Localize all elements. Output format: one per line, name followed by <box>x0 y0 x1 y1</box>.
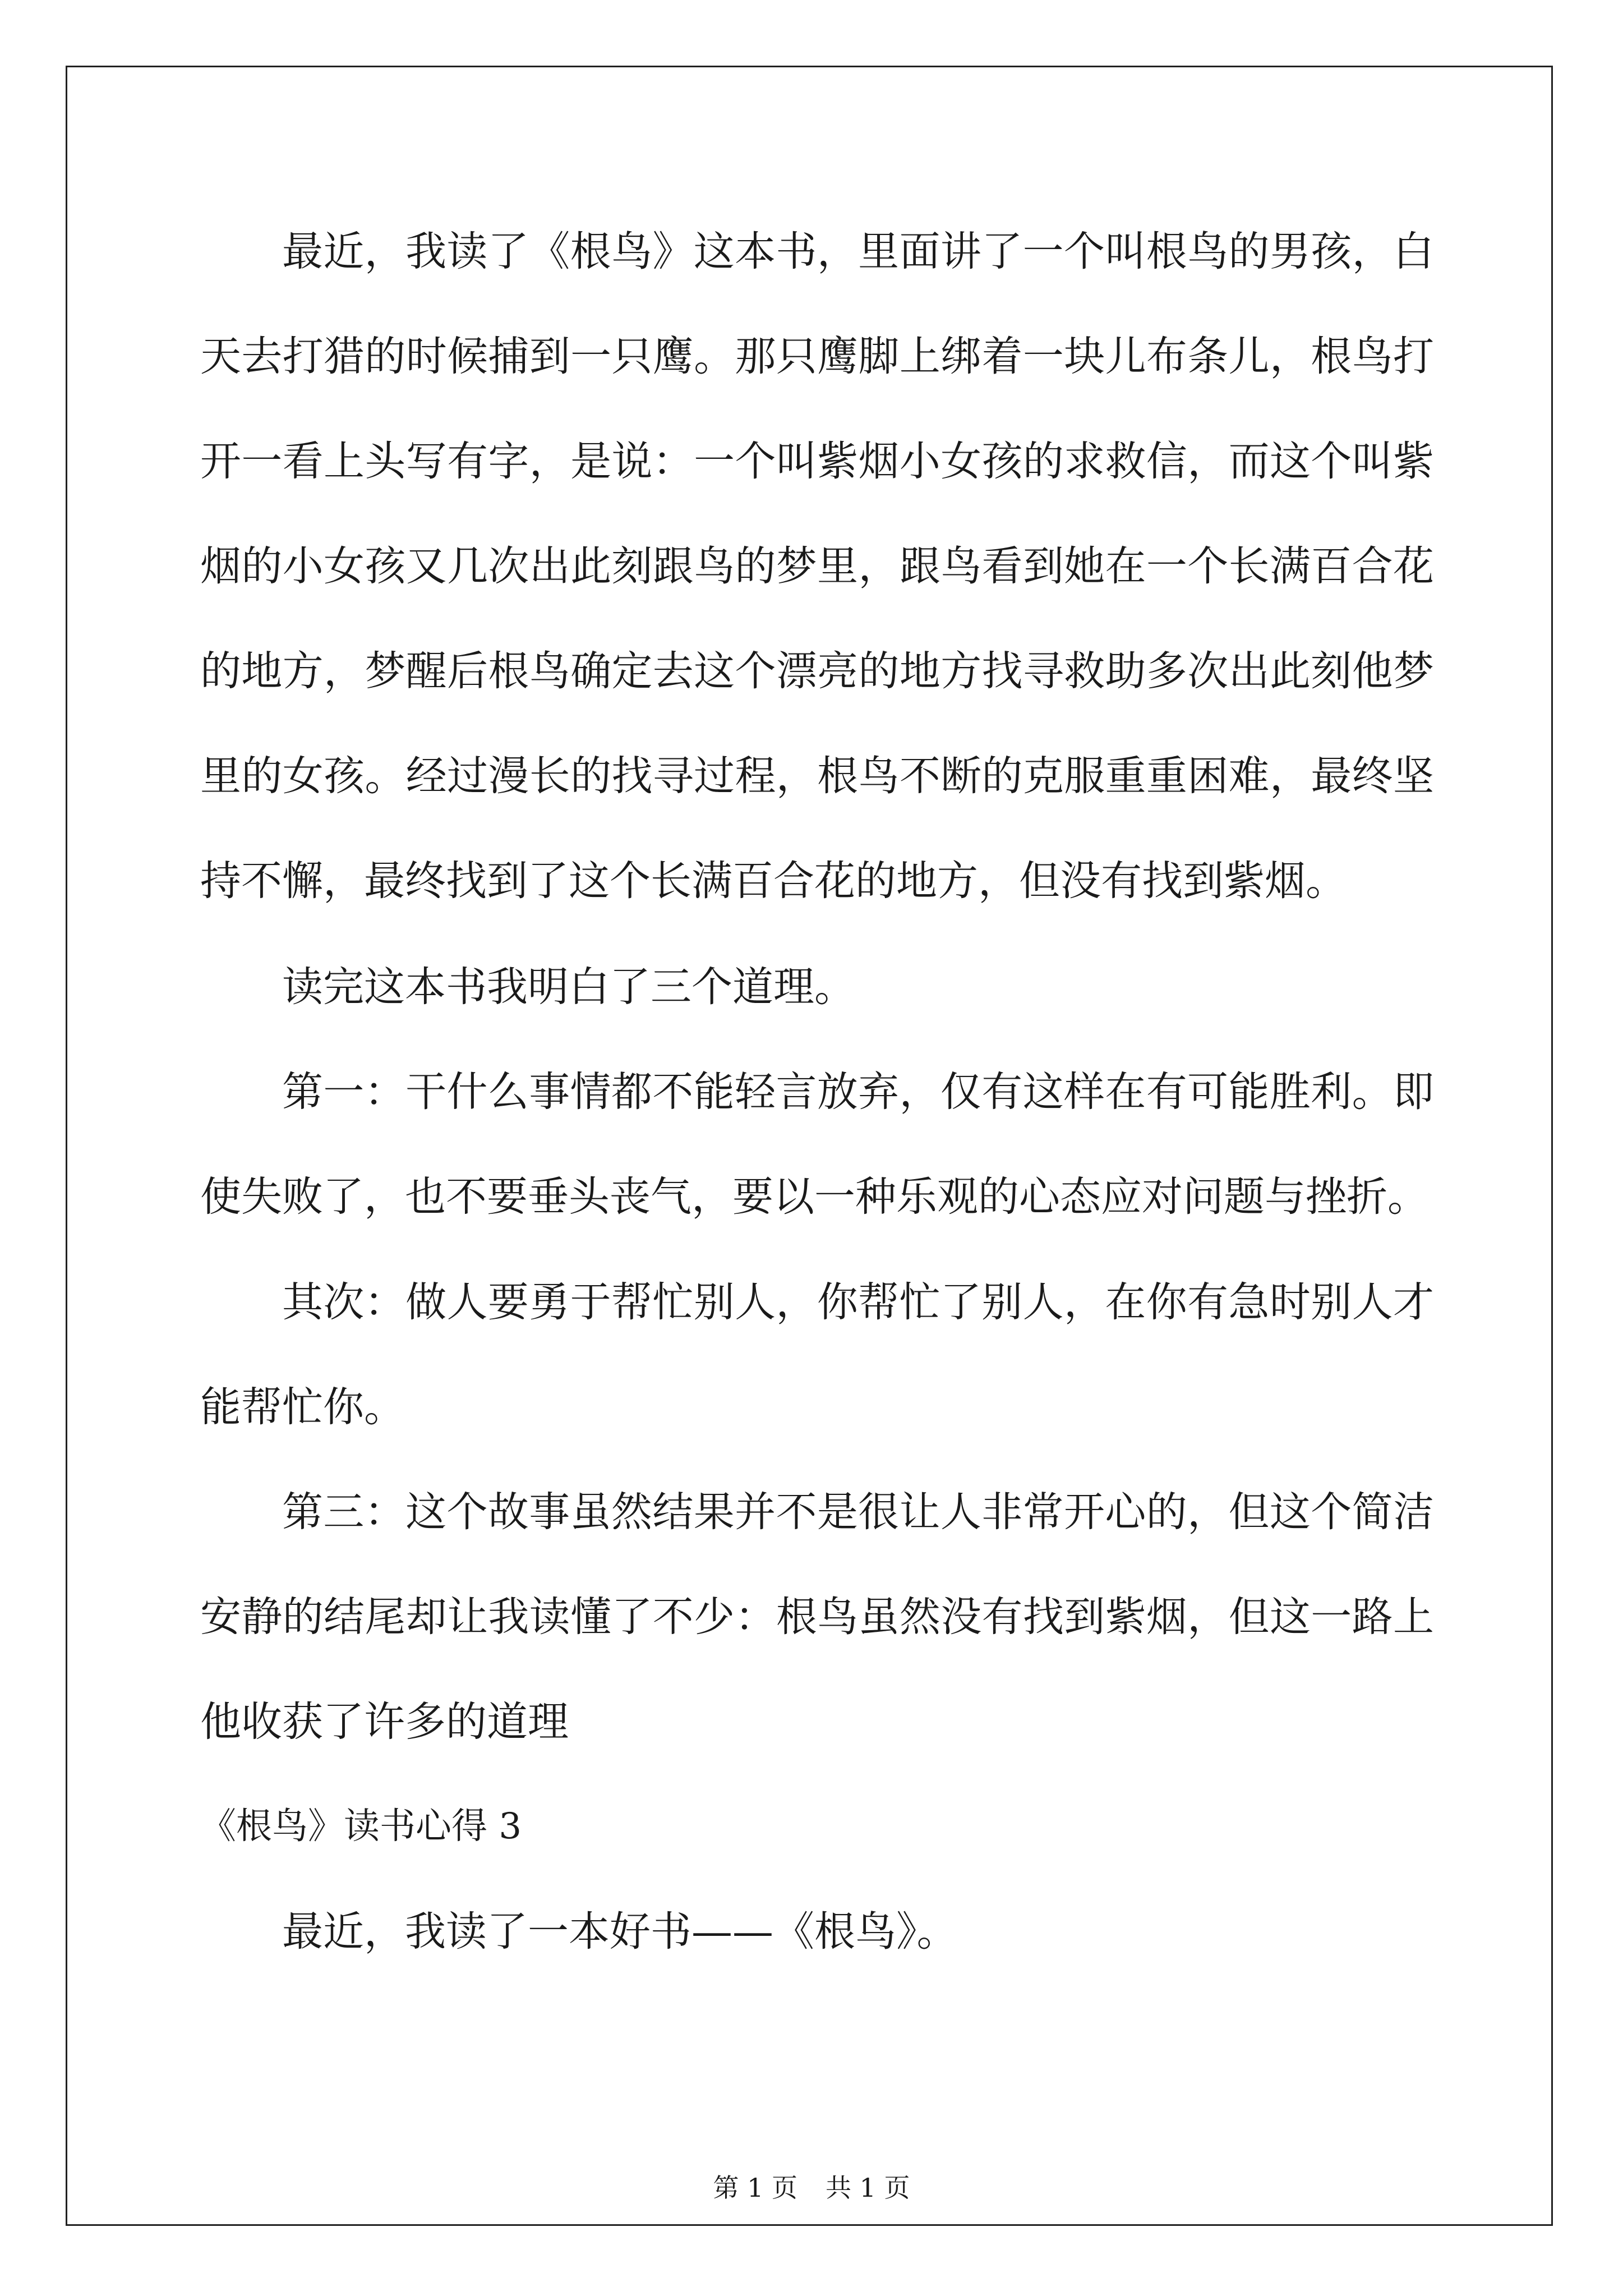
page-footer <box>0 2171 1623 2205</box>
paragraph-lessons-intro: 读完这本书我明白了三个道理。 <box>282 963 855 1011</box>
paragraph-story-summary: 最近，我读了《根鸟》这本书，里面讲了一个叫根鸟的男孩，白天去打猎的时候捕到一只鹰。那只鹰脚上绑着一块儿布条儿，根鸟打开一看上头写有字，是说：一个叫紫烟小女孩的求救信，而这个叫紫烟的小女孩又几次出此刻跟鸟的梦里，跟鸟看到她在一个长满百合花的地方，梦醒后根鸟确定去这个漂亮的地方找寻救助多次出此刻他梦里的女孩。经过漫长的找寻过程，根鸟不断的克服重重困难，最终坚持不懈，最终找到了这个长满百合花的地方，但没有找到紫烟。 <box>200 228 1434 905</box>
page-total: 共 1 页 <box>826 2173 910 2203</box>
paragraph-lesson-second: 其次：做人要勇于帮忙别人，你帮忙了别人，在你有急时别人才能帮忙你。 <box>200 1278 1434 1431</box>
paragraph-new-section: 最近，我读了一本好书——《根鸟》。 <box>282 1908 958 1955</box>
page-number: 第 1 页 <box>713 2173 797 2203</box>
paragraph-lesson-first: 第一：干什么事情都不能轻言放弃，仅有这样在有可能胜利。即使失败了，也不要垂头丧气，要以一种乐观的心态应对问题与挫折。 <box>200 1068 1434 1221</box>
paragraph-lesson-third: 第三：这个故事虽然结果并不是很让人非常开心的，但这个简洁安静的结尾却让我读懂了不少：根鸟虽然没有找到紫烟，但这一路上他收获了许多的道理 <box>200 1488 1434 1746</box>
section-heading: 《根鸟》读书心得 3 <box>200 1806 522 1847</box>
